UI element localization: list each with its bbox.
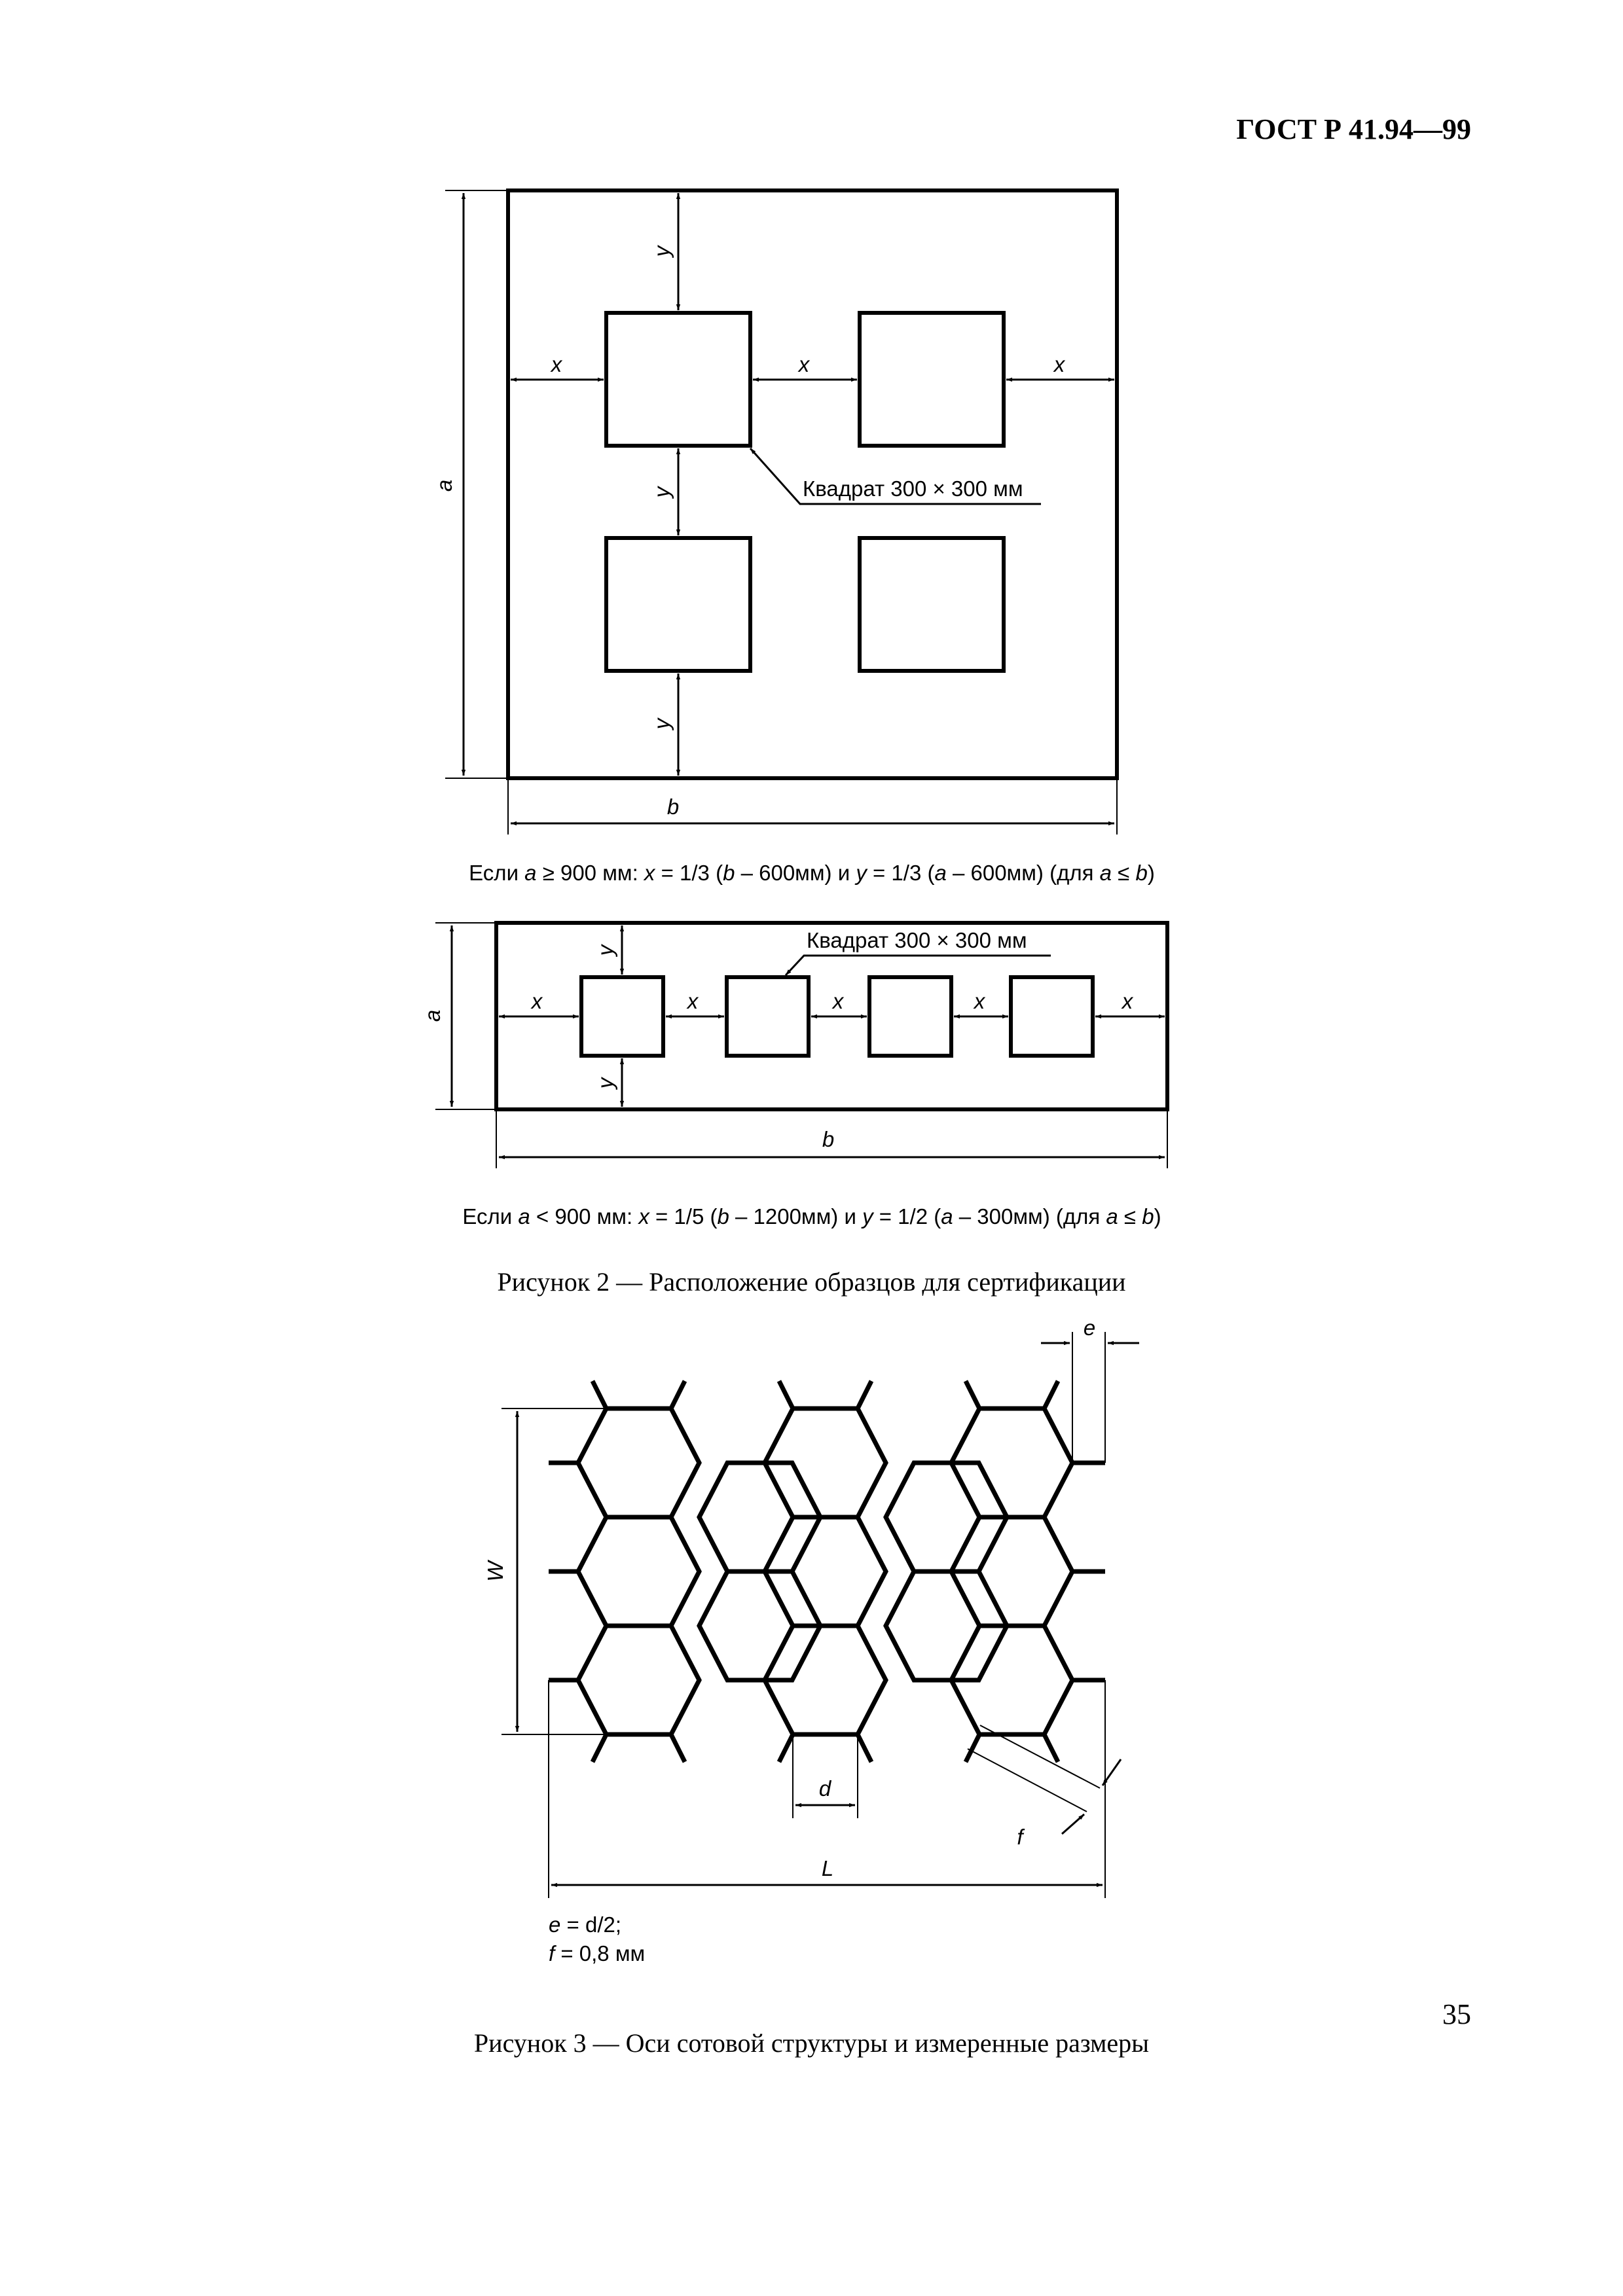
- dim-y-label: y: [649, 718, 674, 730]
- figure2-strip-labels: [420, 928, 1134, 1151]
- note-f: f = 0,8 мм: [549, 1941, 646, 1965]
- figure3-dimensions: [501, 1332, 1139, 1898]
- standard-header: ГОСТ Р 41.94—99: [1236, 113, 1471, 145]
- dim-x-label: x: [531, 989, 543, 1013]
- sample-square: [606, 313, 750, 446]
- dim-y-label: y: [649, 245, 674, 257]
- formula-large: Если a ≥ 900 мм: x = 1/3 (b – 600мм) и y = 1/3 (a – 600мм) (для a ≤ b): [469, 861, 1155, 885]
- hexagon-cell: [578, 1408, 699, 1517]
- dim-e-label: e: [1083, 1316, 1096, 1340]
- dim-a-label: a: [420, 1009, 445, 1022]
- figure3-caption: Рисунок 3 — Оси сотовой структуры и измеренные размеры: [473, 2028, 1150, 2058]
- hexagon-cell: [578, 1626, 699, 1734]
- square-size-label: Квадрат 300 × 300 мм: [803, 476, 1023, 501]
- square-size-label: Квадрат 300 × 300 мм: [807, 928, 1027, 952]
- dim-x-label: x: [974, 989, 985, 1013]
- sample-square: [860, 538, 1004, 671]
- figure2-caption: Рисунок 2 — Расположение образцов для сертификации: [497, 1267, 1126, 1297]
- dim-a-label: a: [432, 479, 456, 492]
- dim-y-label: y: [593, 944, 617, 956]
- dim-d-label: d: [818, 1776, 831, 1801]
- figure2-large-panel: [445, 190, 1117, 834]
- dim-x-label: x: [1053, 352, 1065, 376]
- dim-x-label: x: [798, 352, 810, 376]
- dim-l-label: L: [821, 1856, 834, 1880]
- sample-square: [860, 313, 1004, 446]
- dim-x-label: x: [832, 989, 844, 1013]
- honeycomb-grid: [549, 1381, 1105, 1762]
- square-leader: [786, 956, 1051, 975]
- dim-f-label: f: [1017, 1825, 1023, 1849]
- sample-square: [1011, 977, 1093, 1056]
- sample-square: [727, 977, 809, 1056]
- hexagon-cell: [578, 1517, 699, 1626]
- formula-small: Если a < 900 мм: x = 1/5 (b – 1200мм) и y = 1/2 (a – 300мм) (для a ≤ b): [462, 1204, 1161, 1229]
- dim-y-label: y: [649, 486, 674, 498]
- dim-b-label: b: [822, 1127, 835, 1151]
- dim-x-label: x: [551, 352, 562, 376]
- sample-square: [869, 977, 951, 1056]
- dim-w-label: W: [483, 1561, 507, 1582]
- page-number: 35: [1442, 1998, 1471, 2030]
- dim-f-arrow: [1062, 1814, 1084, 1834]
- note-e: e = d/2;: [549, 1912, 622, 1937]
- sample-square: [606, 538, 750, 671]
- figure2-strip-panel: [435, 923, 1167, 1168]
- sample-square: [581, 977, 663, 1056]
- dim-x-label: x: [1122, 989, 1133, 1013]
- dim-y-label: y: [593, 1077, 617, 1089]
- dim-b-label: b: [666, 795, 680, 819]
- dim-x-label: x: [687, 989, 699, 1013]
